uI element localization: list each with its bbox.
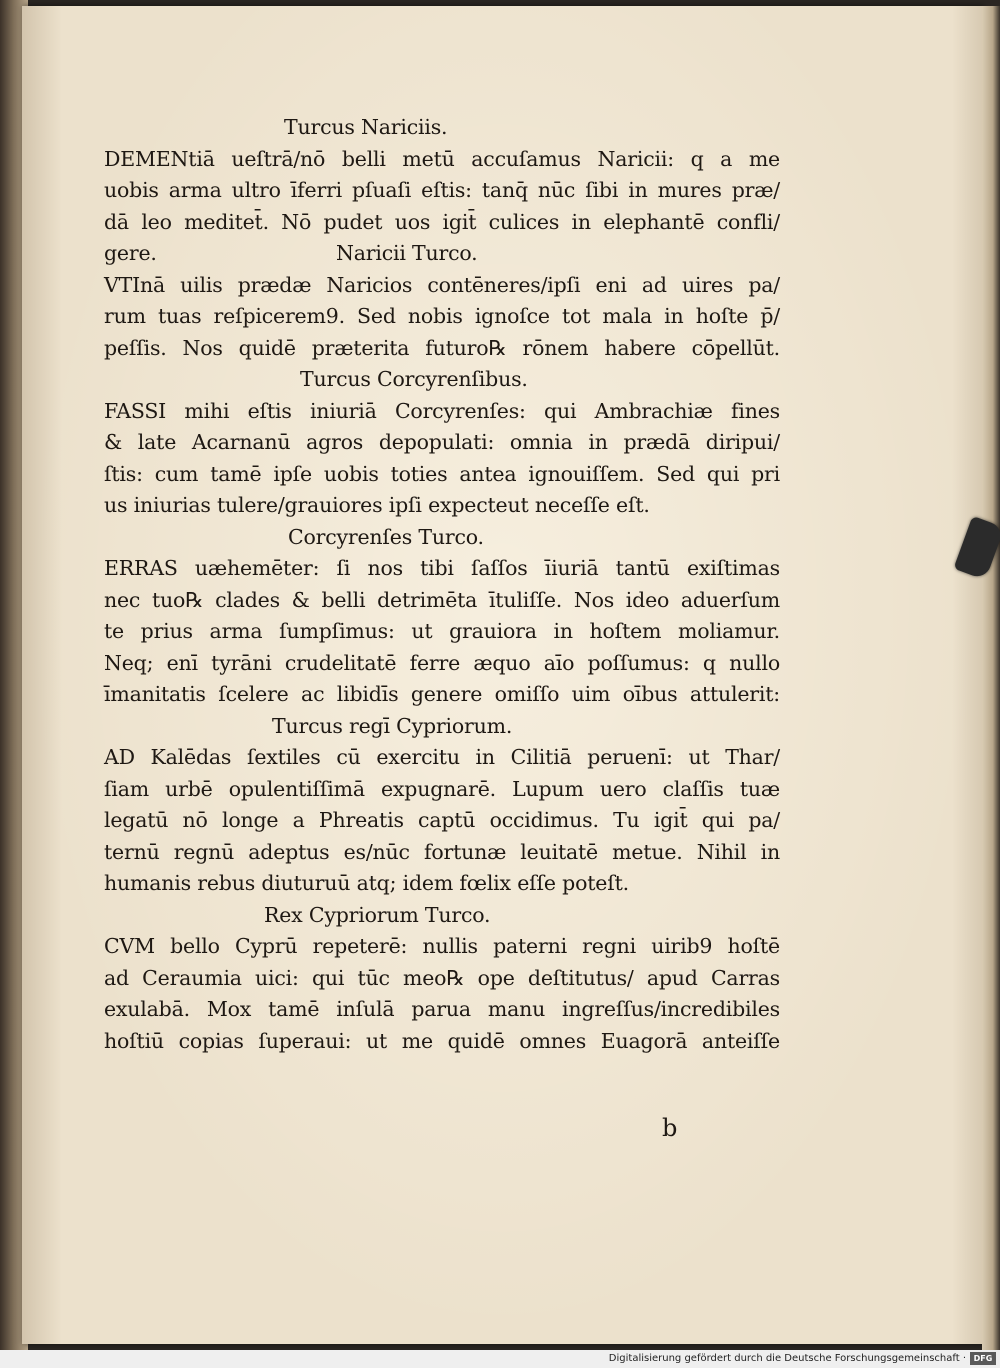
text-line: us iniurias tulere/grauiores ipſi expecteut neceſſe eſt. bbox=[104, 493, 650, 517]
text-line: Neq; enī tyrāni crudelitatē ferre æquo aīo poſſumus: q nullo bbox=[104, 650, 780, 675]
text-line: nec tuo℞ clades & belli detrimēta ītuliſſe. Nos ideo aduerſum bbox=[104, 587, 780, 612]
heading-turcus-nariciis: Turcus Nariciis. bbox=[284, 115, 448, 139]
digitization-footer bbox=[0, 1350, 1000, 1368]
text-line: humanis rebus diuturuū atq; idem fœlix eſſe poteſt. bbox=[104, 871, 629, 895]
text-line: ternū regnū adeptus es/nūc fortunæ leuitatē metue. Nihil in bbox=[104, 839, 780, 864]
heading-rex-cypriorum-turco: Rex Cypriorum Turco. bbox=[264, 902, 491, 927]
text-line: DEMENtiā ueſtrā/nō belli metū accuſamus Naricii: q a me bbox=[104, 146, 780, 171]
page-edge-shadow bbox=[982, 6, 1000, 1350]
text-line: dā leo meditet̄. Nō pudet uos igit̄ culices in elephantē confli/ bbox=[104, 209, 780, 234]
text-line: ſiam urbē opulentiſſimā expugnarē. Lupum uero claſſis tuæ bbox=[104, 776, 780, 801]
heading-turcus-corcyrensibus: Turcus Corcyrenſibus. bbox=[300, 367, 528, 391]
dfg-logo-icon: DFG bbox=[970, 1352, 996, 1365]
text-line: rum tuas reſpicerem9. Sed nobis ignoſce tot mala in hoſte p̄/ bbox=[104, 304, 780, 328]
text-line-with-heading bbox=[104, 238, 780, 270]
text-line: gere. bbox=[104, 241, 157, 265]
text-line: CVM bello Cyprū repeterē: nullis paterni regni uirib9 hoſtē bbox=[104, 934, 780, 958]
text-line: ſtis: cum tamē ipſe uobis toties antea ignouiſſem. Sed qui pri bbox=[104, 461, 780, 486]
text-line: legatū nō longe a Phreatis captū occidimus. Tu igit̄ qui pa/ bbox=[104, 808, 780, 832]
footer-credit: Digitalisierung gefördert durch die Deutsche Forschungsgemeinschaft · bbox=[608, 1353, 966, 1364]
printed-text-block bbox=[104, 112, 780, 1057]
text-line: & late Acarnanū agros depopulati: omnia in prædā diripui/ bbox=[104, 430, 780, 454]
text-line: FASSI mihi eſtis iniuriā Corcyrenſes: qui Ambrachiæ fines bbox=[104, 398, 780, 423]
text-line: peſſis. Nos quidē præterita futuro℞ rōnem habere cōpellūt. bbox=[104, 335, 780, 360]
text-line: ERRAS uæhemēter: ſi nos tibi ſaſſos īiuriā tantū exiſtimas bbox=[104, 556, 780, 580]
text-line: īmanitatis ſcelere ac libidīs genere omiſſo uim oībus attulerit: bbox=[104, 682, 780, 706]
text-line: exulabā. Mox tamē inſulā parua manu ingreſſus/incredibiles bbox=[104, 997, 780, 1021]
heading-turcus-regi-cypriorum: Turcus regī Cypriorum. bbox=[272, 713, 513, 738]
text-line: ad Ceraumia uici: qui tūc meo℞ ope deſtitutus/ apud Carras bbox=[104, 965, 780, 990]
text-line: hoſtiū copias ſuperaui: ut me quidē omnes Euagorā anteiſſe bbox=[104, 1028, 780, 1053]
heading-naricii-turco: Naricii Turco. bbox=[336, 241, 478, 265]
heading-corcyrenses-turco: Corcyrenſes Turco. bbox=[288, 524, 484, 549]
text-line: te prius arma ſumpſimus: ut grauiora in hoſtem moliamur. bbox=[104, 619, 780, 643]
signature-mark: b bbox=[662, 1114, 678, 1142]
text-line: VTInā uilis prædæ Naricios contēneres/ipſi eni ad uires pa/ bbox=[104, 272, 780, 297]
text-line: uobis arma ultro īferri pſuaſi eſtis: tanq̄ nūc ſibi in mures præ/ bbox=[104, 178, 780, 202]
text-line: AD Kalēdas ſextiles cū exercitu in Cilitiā peruenī: ut Thar/ bbox=[104, 745, 780, 769]
